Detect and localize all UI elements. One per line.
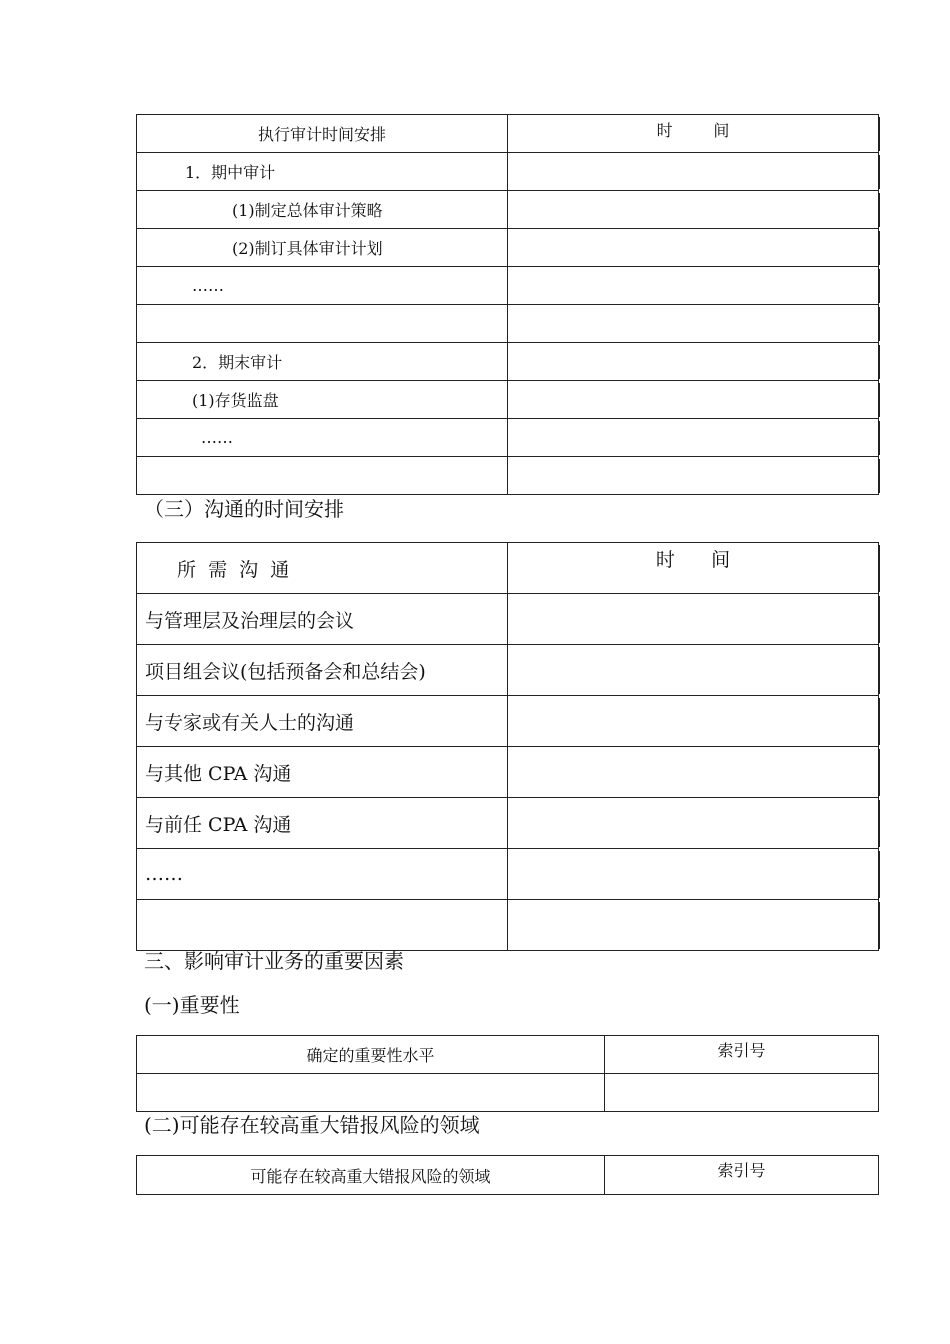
materiality-level-cell[interactable] [137,1074,605,1112]
schedule-time-cell[interactable] [508,267,879,305]
table-row [137,747,879,798]
table-row [137,900,879,951]
communication-heading: （三）沟通的时间安排 [144,497,344,521]
communication-item-cell: 与管理层及治理层的会议 [137,594,508,645]
table-row [137,229,879,267]
table-row [137,594,879,645]
risk-area-header: 可能存在较高重大错报风险的领域 [137,1156,605,1195]
table-row [137,267,879,305]
table-row [137,645,879,696]
communication-time-cell[interactable] [508,696,879,747]
communication-body [137,543,879,951]
materiality-level-header: 确定的重要性水平 [137,1036,605,1074]
table-row [137,1074,879,1112]
table-row [137,153,879,191]
table-row [137,305,879,343]
schedule-task-cell [137,457,508,495]
risk-index-header: 索引号 [605,1156,879,1195]
communication-item-cell: 与前任 CPA 沟通 [137,798,508,849]
communication-time-cell[interactable] [508,900,879,951]
section-3-heading: 三、影响审计业务的重要因素 [144,949,404,973]
schedule-task-cell: (2)制订具体审计计划 [137,229,508,267]
audit-schedule-table [136,114,879,495]
communication-time-cell[interactable] [508,747,879,798]
risk-areas-table [136,1155,879,1195]
table-row [137,457,879,495]
risk-areas-heading: (二)可能存在较高重大错报风险的领域 [144,1113,480,1137]
schedule-task-cell: …… [137,267,508,305]
communication-item-cell: 与专家或有关人士的沟通 [137,696,508,747]
audit-schedule-body [137,115,879,495]
schedule-time-cell[interactable] [508,457,879,495]
table-row [137,381,879,419]
table-header-row [137,543,879,594]
schedule-time-cell[interactable] [508,229,879,267]
table-header-row [137,1156,879,1195]
table-row [137,419,879,457]
communication-header-item: 所 需 沟 通 [137,543,508,594]
communication-item-cell: 项目组会议(包括预备会和总结会) [137,645,508,696]
table-row [137,798,879,849]
communication-time-cell[interactable] [508,594,879,645]
schedule-task-cell: …… [137,419,508,457]
schedule-time-cell[interactable] [508,305,879,343]
schedule-time-cell[interactable] [508,381,879,419]
schedule-time-cell[interactable] [508,343,879,381]
schedule-task-cell: (1)存货监盘 [137,381,508,419]
audit-schedule-header-time: 时 间 [508,115,879,153]
materiality-index-header: 索引号 [605,1036,879,1074]
communication-time-cell[interactable] [508,645,879,696]
table-row [137,849,879,900]
table-row [137,696,879,747]
schedule-task-cell: 1．期中审计 [137,153,508,191]
schedule-task-cell: (1)制定总体审计策略 [137,191,508,229]
schedule-task-cell: 2．期末审计 [137,343,508,381]
communication-item-cell [137,900,508,951]
table-row [137,343,879,381]
audit-schedule-header-task: 执行审计时间安排 [137,115,508,153]
materiality-index-cell[interactable] [605,1074,879,1112]
table-header-row [137,115,879,153]
table-row [137,191,879,229]
communication-header-time: 时 间 [508,543,879,594]
communication-item-cell: 与其他 CPA 沟通 [137,747,508,798]
schedule-time-cell[interactable] [508,153,879,191]
materiality-table [136,1035,879,1112]
communication-time-cell[interactable] [508,849,879,900]
communication-time-cell[interactable] [508,798,879,849]
table-header-row [137,1036,879,1074]
schedule-time-cell[interactable] [508,191,879,229]
materiality-heading: (一)重要性 [144,993,240,1017]
schedule-time-cell[interactable] [508,419,879,457]
communication-table [136,542,879,951]
communication-item-cell: …… [137,849,508,900]
schedule-task-cell [137,305,508,343]
